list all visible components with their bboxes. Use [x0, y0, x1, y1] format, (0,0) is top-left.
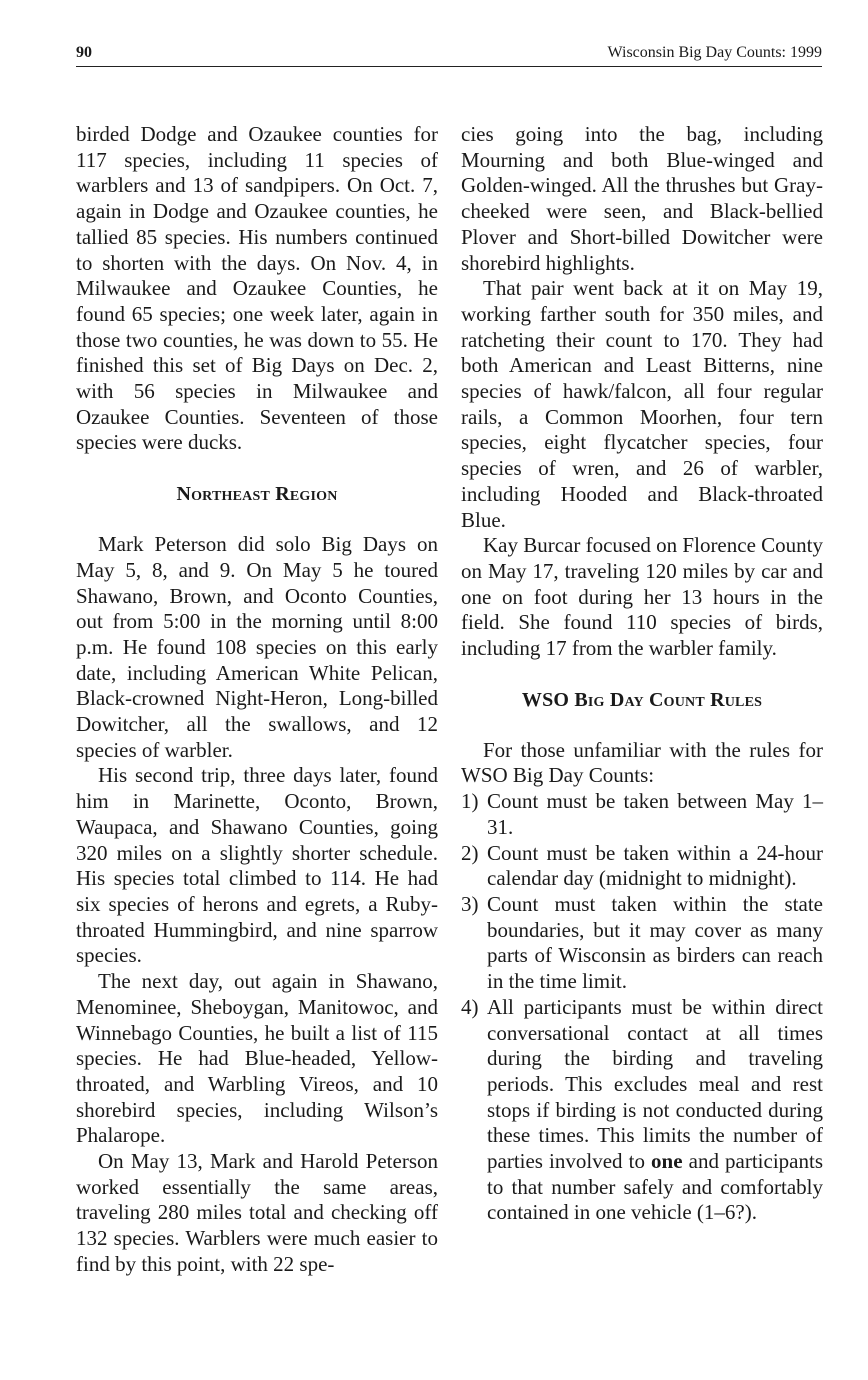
rule-item [461, 789, 823, 840]
section-heading-big-day-count-rules: WSO Big Day Count Rules [521, 688, 763, 711]
left-column [76, 122, 438, 1278]
paragraph: On May 13, Mark and Harold Peterson worked essentially the same areas, traveling 280 miles total and checking off 132 species. Warblers were much easier to find by this point, with 22 spe- [76, 1149, 438, 1276]
emphasis-word: one [651, 1149, 683, 1174]
rule-text [487, 995, 823, 1226]
rule-text-part: and participants to that number safely and comfortably contained in one vehicle (1–6?). [487, 1149, 823, 1225]
rule-text-part: All participants must be within direct conversational contact at all times during the birding and traveling periods. This excludes meal and rest stops if birding is not conducted during these times. This limits the number of parties involved to [487, 994, 823, 1174]
running-head [76, 42, 822, 67]
paragraph: cies going into the bag, including Mourning and both Blue-winged and Golden-winged. All the thrushes but Gray-cheeked were seen, and Black-bellied Plover and Short-billed Dowitcher were shorebird highlights. [461, 122, 823, 275]
rule-number: 2) [461, 840, 479, 865]
rules-intro: For those unfamiliar with the rules for WSO Big Day Counts: [461, 737, 823, 788]
page-number: 90 [76, 44, 92, 61]
paragraph: Mark Peterson did solo Big Days on May 5, 8, and 9. On May 5 he toured Shawano, Brown, and Oconto Counties, out from 5:00 in the morning until 8:00 p.m. He found 108 species on this early date, including American White Pelican, Black-crowned Night-Heron, Long-billed Dowitcher, all the swallows, and 12 species of warbler. [76, 532, 438, 762]
rule-text: Count must taken within the state boundaries, but it may cover as many parts of Wisconsin as birders can reach in the time limit. [487, 891, 823, 994]
paragraph: Kay Burcar focused on Florence County on May 17, traveling 120 miles by car and one on foot during her 13 hours in the field. She found 110 species of birds, including 17 from the warbler family. [461, 533, 823, 661]
paragraph: That pair went back at it on May 19, working farther south for 350 miles, and ratcheting their count to 170. They had both American and Least Bitterns, nine species of hawk/falcon, all four regular rails, a Common Moorhen, four tern species, eight flycatcher species, four species of wren, and 26 of warbler, including Hooded and Black-throated Blue. [461, 276, 823, 532]
rule-item [461, 995, 823, 1226]
rule-text: Count must be taken within a 24-hour calendar day (midnight to midnight). [487, 840, 823, 891]
rule-number: 3) [461, 891, 479, 916]
rule-number: 1) [461, 789, 479, 814]
paragraph: The next day, out again in Shawano, Menominee, Sheboygan, Manitowoc, and Winnebago Counties, he built a list of 115 species. He had Blue-headed, Yellow-throated, and Warbling Vireos, and 10 shorebird species, including Wilson’s Phalarope. [76, 969, 438, 1148]
rule-item [461, 841, 823, 892]
paragraph: His second trip, three days later, found him in Marinette, Oconto, Brown, Waupaca, and Shawano Counties, going 320 miles on a slightly shorter schedule. His species total climbed to 114. He had six species of herons and egrets, a Ruby-throated Hummingbird, and nine sparrow species. [76, 763, 438, 968]
rule-item [461, 892, 823, 995]
running-title: Wisconsin Big Day Counts: 1999 [607, 44, 822, 61]
right-column [461, 122, 823, 1226]
section-heading-northeast-region: Northeast Region [176, 483, 338, 506]
rules-list [461, 789, 823, 1226]
paragraph: birded Dodge and Ozaukee counties for 117 species, including 11 species of warblers and 13 of sandpipers. On Oct. 7, again in Dodge and Ozaukee counties, he tallied 85 species. His numbers continued to shorten with the days. On Nov. 4, in Milwaukee and Ozaukee Counties, he found 65 species; one week later, again in those two counties, he was down to 55. He finished this set of Big Days on Dec. 2, with 56 species in Milwaukee and Ozaukee Counties. Seventeen of those species were ducks. [76, 122, 438, 455]
rule-text: Count must be taken between May 1–31. [487, 789, 823, 839]
rule-number: 4) [461, 994, 479, 1019]
